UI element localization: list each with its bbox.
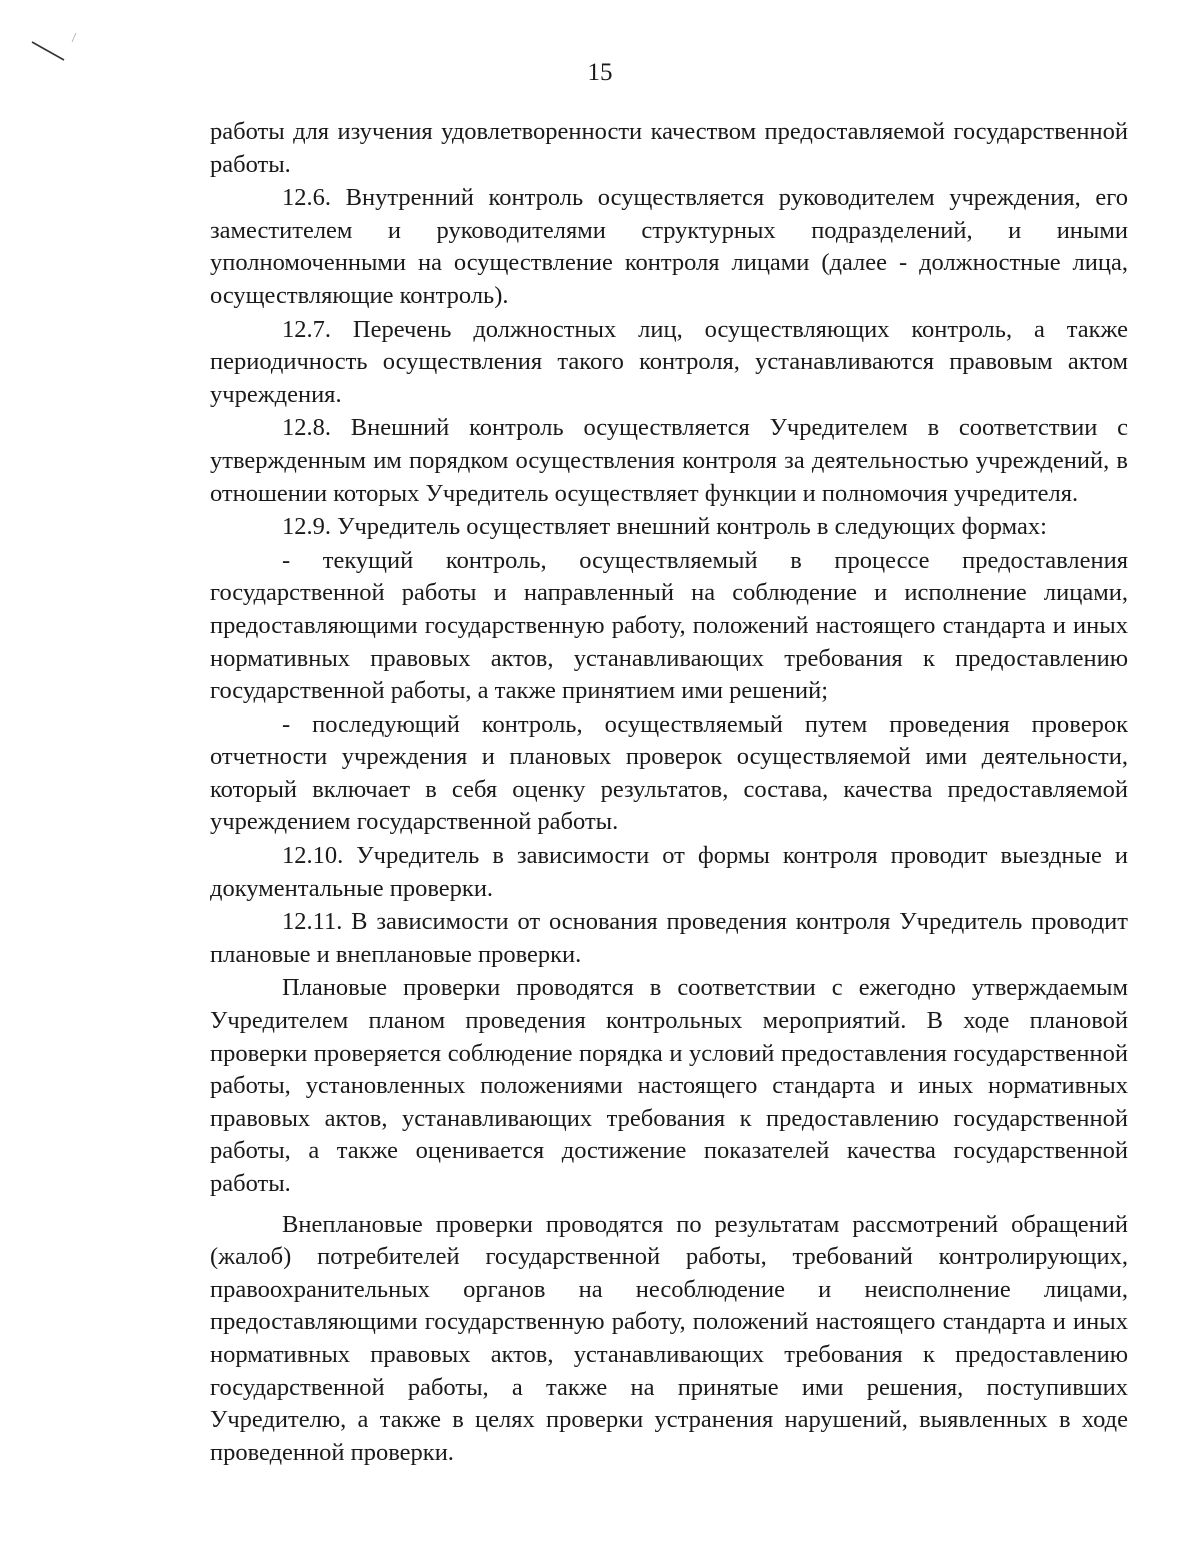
paragraph-12-9: 12.9. Учредитель осуществляет внешний контроль в следующих формах:: [282, 513, 1047, 541]
list-item-current-control: - текущий контроль, осуществляемый в процессе предоставления государственной работы и направленный на соблюдение и исполнение лицами, предоставляющими государственную работу, положений настоящего стандарта и иных нормативных правовых актов, устанавливающих требования к предоставлению государственной работы, а также принятием ими решений;: [210, 546, 1128, 705]
paragraph-continuation: работы для изучения удовлетворенности качеством предоставляемой государственной работы.: [210, 118, 1128, 178]
paragraph-12-11: 12.11. В зависимости от основания проведения контроля Учредитель проводит плановые и внеплановые проверки.: [210, 908, 1128, 968]
page-number: 15: [587, 59, 613, 86]
paragraph-12-7: 12.7. Перечень должностных лиц, осуществляющих контроль, а также периодичность осуществления такого контроля, устанавливаются правовым актом учреждения.: [210, 315, 1128, 408]
paragraph-12-6: 12.6. Внутренний контроль осуществляется руководителем учреждения, его заместителем и руководителями структурных подразделений, и иными уполномоченными на осуществление контроля лицами (далее - должностные лица, осуществляющие контроль).: [210, 184, 1128, 309]
paragraph-scheduled-inspections: Плановые проверки проводятся в соответствии с ежегодно утверждаемым Учредителем планом проведения контрольных мероприятий. В ходе плановой проверки проверяется соблюдение порядка и условий предоставления государственной работы, установленных положениями настоящего стандарта и иных нормативных правовых актов, устанавливающих требования к предоставлению государственной работы, а также оценивается достижение показателей качества государственной работы.: [210, 974, 1128, 1197]
paragraph-12-8: 12.8. Внешний контроль осуществляется Учредителем в соответствии с утвержденным им порядком осуществления контроля за деятельностью учреждений, в отношении которых Учредитель осуществляет функции и полномочия учредителя.: [210, 414, 1128, 507]
paragraph-12-10: 12.10. Учредитель в зависимости от формы контроля проводит выездные и документальные проверки.: [210, 842, 1128, 902]
paragraph-unscheduled-inspections: Внеплановые проверки проводятся по результатам рассмотрений обращений (жалоб) потребителей государственной работы, требований контролирующих, правоохранительных органов на несоблюдение и неисполнение лицами, предоставляющими государственную работу, положений настоящего стандарта и иных нормативных правовых актов, устанавливающих требования к предоставлению государственной работы, а также на принятые ими решения, поступивших Учредителю, а также в целях проверки устранения нарушений, выявленных в ходе проведенной проверки.: [210, 1210, 1128, 1466]
list-item-subsequent-control: - последующий контроль, осуществляемый путем проведения проверок отчетности учреждения и плановых проверок осуществляемой ими деятельности, который включает в себя оценку результатов, состава, качества предоставляемой учреждением государственной работы.: [210, 710, 1128, 836]
document-body: [210, 116, 1128, 1470]
